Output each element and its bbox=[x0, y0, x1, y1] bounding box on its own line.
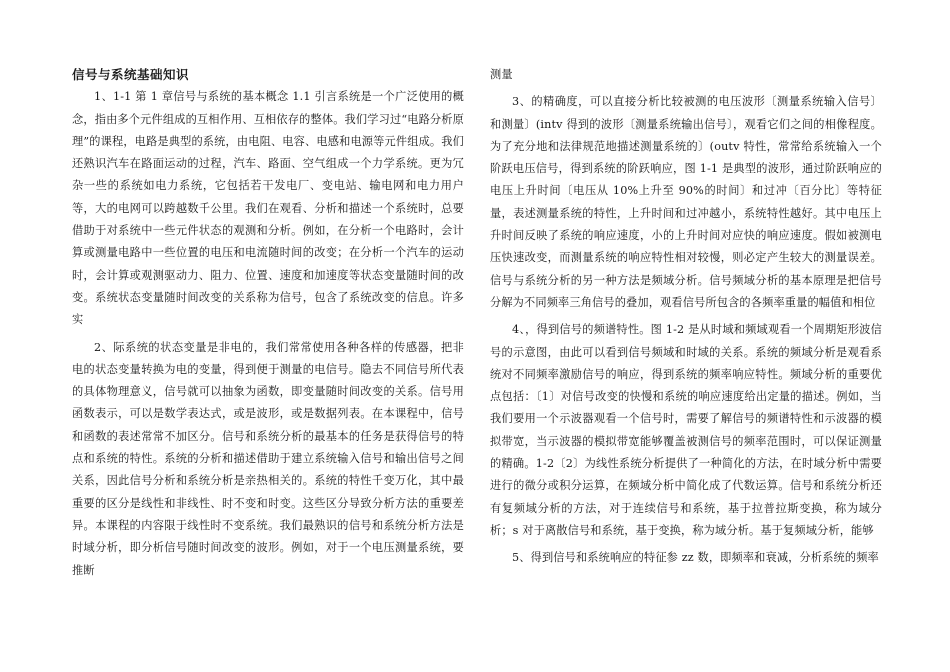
paragraph-4: 4、，得到信号的频谱特性。图 1-2 是从时域和频域观看一个周期矩形波信号的示意图，由此可以看到信号频域和时域的关系。系统的频域分析是观看系统对不同频率激励信号的响应，得到系统的频率响应特性。频域分析的重要优点包括：〔1〕对信号改变的快慢和系统的响应速度给出定量的描述。例如，当我们要用一个示波器观看一个信号时，需要了解信号的频谱特性和示波器的模拟带宽，当示波器的模拟带宽能够覆盖被测信号的频率范围时，可以保证测量的精确。1-2〔2〕为线性系统分析提供了一种简化的方法，在时域分析中需要进行的微分或积分运算，在频域分析中简化成了代数运算。信号和系统分析还有复频域分析的方法，对于连续信号和系统，基于拉普拉斯变换，称为域分析；s 对于离散信号和系统，基于变换，称为域分析。基于复频域分析，能够 bbox=[490, 323, 882, 537]
paragraph-2-continuation: 测量 bbox=[490, 68, 513, 81]
left-column bbox=[72, 64, 464, 582]
document-title: 信号与系统基础知识 bbox=[72, 67, 190, 82]
paragraph-5: 5、得到信号和系统响应的特征参 zz 数，即频率和衰减，分析系统的频率 bbox=[512, 551, 879, 565]
paragraph-1: 1、1-1 第 1 章信号与系统的基本概念 1.1 引言系统是一个广泛使用的概念，指由多个元件组成的互相作用、互相依存的整体。我们学习过“电路分析原理”的课程，电路是典型的系统，由电阻、电容、电感和电源等元件组成。我们还熟识汽车在路面运动的过程，汽车、路面、空气组成一个力学系统。更为冗杂一些的系统如电力系统，它包括若干发电厂、变电站、输电网和电力用户等，大的电网可以跨越数千公里。我们在观看、分析和描述一个系统时，总要借助于对系统中一些元件状态的观测和分析。例如，在分析一个电路时，会计算或测量电路中一些位置的电压和电流随时间的改变；在分析一个汽车的运动时，会计算或观测驱动力、阻力、位置、速度和加速度等状态变量随时间的改变。系统状态变量随时间改变的关系称为信号，包含了系统改变的信息。许多实 bbox=[72, 90, 464, 327]
paragraph-2: 2、际系统的状态变量是非电的，我们常常使用各种各样的传感器，把非电的状态变量转换为电的变量，得到便于测量的电信号。隐去不同信号所代表的具体物理意义，信号就可以抽象为函数，即变量随时间改变的关系。信号用函数表示，可以是数学表达式，或是波形，或是数据列表。在本课程中，信号和函数的表述常常不加区分。信号和系统分析的最基本的任务是获得信号的特点和系统的特性。系统的分析和描述借助于建立系统输入信号和输出信号之间关系，因此信号分析和系统分析是亲热相关的。系统的特性千变万化，其中最重要的区分是线性和非线性、时不变和时变。这些区分导致分析方法的重要差异。本课程的内容限于线性时不变系统。我们最熟识的信号和系统分析方法是时域分析，即分析信号随时间改变的波形。例如，对于一个电压测量系统，要推断 bbox=[72, 340, 464, 577]
right-column bbox=[490, 64, 882, 570]
paragraph-3: 3、的精确度，可以直接分析比较被测的电压波形〔测量系统输入信号〕和测量〕(intv 得到的波形〔测量系统输出信号〕，观看它们之间的相像程度。为了充分地和法律规范地描述测量系统的〕(outv 特性，常常给系统输入一个阶跃电压信号，得到系统的阶跃响应，图 1-1 是典型的波形，通过阶跃响应的电压上升时间〔电压从 10%上升至 90%的时间〕和过冲〔百分比〕等特征量，表述测量系统的特性，上升时间和过冲越小，系统特性越好。其中电压上升时间反映了系统的响应速度，小的上升时间对应快的响应速度。假如被测电压快速改变，而测量系统的响应特性相对较慢，则必定产生较大的测量误差。信号与系统分析的另一种方法是频域分析。信号频域分析的基本原理是把信号分解为不同频率三角信号的叠加，观看信号所包含的各频率重量的幅值和相位 bbox=[490, 95, 882, 309]
